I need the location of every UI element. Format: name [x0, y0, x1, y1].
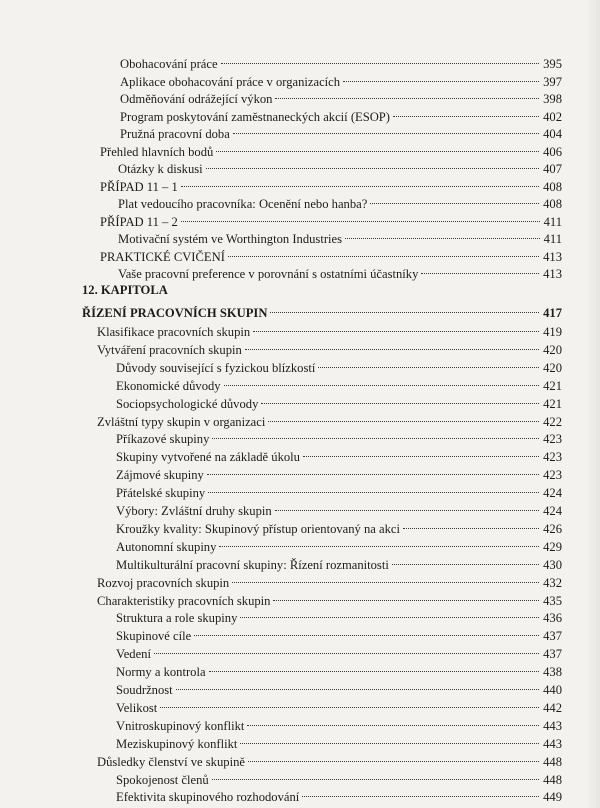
- dot-leader: [421, 256, 539, 274]
- toc-entry-title: Rozvoj pracovních skupin: [97, 575, 230, 590]
- toc-entry-title: Autonomní skupiny: [116, 539, 217, 554]
- toc-entry-page-number: 411: [543, 214, 562, 229]
- toc-entry-title: PŘÍPAD 11 – 1: [100, 179, 178, 194]
- toc-entry-title: Struktura a role skupiny: [116, 611, 238, 626]
- dot-leader: [247, 708, 539, 726]
- dot-leader: [268, 404, 539, 422]
- toc-entry-page-number: 448: [543, 754, 562, 769]
- toc-entry-page-number: 408: [543, 179, 562, 194]
- toc-entry-page-number: 424: [543, 504, 562, 518]
- toc-entry-title: Vaše pracovní preference v porovnání s ostatními účastníky: [118, 267, 419, 281]
- dot-leader: [343, 64, 539, 82]
- dot-leader: [160, 690, 539, 708]
- toc-entry-page-number: 449: [543, 790, 562, 805]
- toc-entry-title: Otázky k diskusi: [118, 162, 203, 176]
- chapter-page-number: 417: [543, 306, 562, 320]
- toc-entry-title: PRAKTICKÉ CVIČENÍ: [100, 249, 225, 264]
- toc-entry-page-number: 422: [543, 414, 562, 429]
- dot-leader: [221, 46, 540, 64]
- toc-entry-page-number: 423: [543, 432, 562, 447]
- toc-entry-title: Klasifikace pracovních skupin: [97, 325, 251, 339]
- toc-entry-page-number: 430: [543, 557, 562, 572]
- dot-leader: [240, 726, 539, 744]
- dot-leader: [181, 204, 540, 222]
- toc-entry-page-number: 423: [543, 450, 562, 465]
- toc-entry-page-number: 398: [543, 92, 562, 106]
- chapter-number-heading: 12. KAPITOLA: [82, 283, 168, 297]
- page-edge-shadow: [586, 0, 600, 808]
- dot-leader: [228, 239, 539, 257]
- toc-entry-page-number: 404: [543, 127, 562, 141]
- dot-leader: [270, 295, 539, 313]
- dot-leader: [253, 314, 539, 332]
- toc-entry-title: Vedení: [116, 647, 151, 662]
- toc-entry-page-number: 421: [543, 396, 562, 411]
- toc-entry-title: Důsledky členství ve skupině: [97, 754, 245, 769]
- dot-leader: [212, 762, 539, 780]
- dot-leader: [212, 421, 539, 439]
- toc-entry-page-number: 402: [543, 109, 562, 124]
- toc-entry-title: Plat vedoucího pracovníka: Ocenění nebo hanba?: [118, 197, 368, 211]
- toc-entry-title: Spokojenost členů: [116, 772, 209, 787]
- dot-leader: [403, 511, 539, 529]
- toc-entry-page-number: 448: [543, 772, 562, 787]
- dot-leader: [273, 583, 539, 601]
- dot-leader: [370, 186, 539, 204]
- toc-entry-page-number: 411: [543, 232, 562, 246]
- toc-entry-title: Důvody související s fyzickou blízkostí: [116, 360, 316, 375]
- dot-leader: [219, 529, 539, 547]
- toc-entry-page-number: 438: [543, 665, 562, 680]
- toc-entry-title: Zvláštní typy skupin v organizaci: [97, 414, 266, 429]
- toc-entry-page-number: 437: [543, 629, 562, 644]
- dot-leader: [240, 600, 539, 618]
- toc-entry-title: Aplikace obohacování práce v organizacích: [120, 74, 341, 89]
- toc-entry-page-number: 429: [543, 539, 562, 554]
- toc-entry-title: Obohacování práce: [120, 57, 218, 71]
- toc-entry-page-number: 421: [543, 378, 562, 393]
- toc-entry-page-number: 426: [543, 521, 562, 536]
- toc-entry-page-number: 395: [543, 57, 562, 71]
- toc-entry-title: Přátelské skupiny: [116, 486, 206, 501]
- dot-leader: [194, 618, 539, 636]
- toc-entry-title: Výbory: Zvláštní druhy skupin: [116, 504, 272, 518]
- dot-leader: [176, 672, 539, 690]
- toc-entry-page-number: 408: [543, 197, 562, 211]
- dot-leader: [224, 368, 540, 386]
- toc-entry-page-number: 424: [543, 486, 562, 501]
- dot-leader: [216, 134, 539, 152]
- dot-leader: [318, 350, 539, 368]
- toc-entry-title: Normy a kontrola: [116, 665, 206, 680]
- toc-entry-title: Motivační systém ve Worthington Industries: [118, 232, 343, 246]
- toc-entry-title: Soudržnost: [116, 683, 173, 697]
- toc-entry-title: Zájmové skupiny: [116, 468, 204, 483]
- dot-leader: [208, 475, 539, 493]
- dot-leader: [345, 221, 540, 239]
- chapter-title: ŘÍZENÍ PRACOVNÍCH SKUPIN: [82, 306, 268, 320]
- dot-leader: [392, 547, 539, 565]
- toc-entry-title: Ekonomické důvody: [116, 378, 221, 393]
- toc-entry-title: Program poskytování zaměstnaneckých akcií (ESOP): [120, 109, 390, 124]
- dot-leader: [261, 386, 539, 404]
- toc-entry-title: Vytváření pracovních skupin: [97, 342, 242, 357]
- dot-leader: [303, 439, 539, 457]
- toc-entry-title: Efektivita skupinového rozhodování: [116, 790, 300, 805]
- dot-leader: [207, 457, 539, 475]
- dot-leader: [275, 81, 539, 99]
- dot-leader: [181, 169, 539, 187]
- toc-entry-title: Charakteristiky pracovních skupin: [97, 593, 271, 608]
- toc-entry-title: Odměňování odrážející výkon: [120, 92, 273, 106]
- toc-entry-page-number: 442: [543, 700, 562, 715]
- dot-leader: [206, 151, 539, 169]
- toc-entry: [118, 260, 562, 281]
- dot-leader: [154, 636, 539, 654]
- dot-leader: [232, 565, 539, 583]
- toc-entry-page-number: 407: [543, 162, 562, 176]
- toc-entry-page-number: 406: [543, 144, 562, 159]
- toc-entry-page-number: 437: [543, 647, 562, 662]
- toc-entry-page-number: 440: [543, 683, 562, 697]
- toc-entry-title: Vnitroskupinový konflikt: [116, 718, 245, 733]
- toc-entry-title: Přehled hlavních bodů: [100, 144, 214, 159]
- dot-leader: [302, 779, 539, 797]
- toc-entry-title: Skupiny vytvořené na základě úkolu: [116, 450, 300, 465]
- toc-entry-title: Velikost: [116, 700, 158, 715]
- toc-entry-page-number: 443: [543, 718, 562, 733]
- dot-leader: [245, 332, 539, 350]
- toc-entry-title: Skupinové cíle: [116, 629, 192, 644]
- toc-entry-page-number: 397: [543, 74, 562, 89]
- toc-entry-page-number: 436: [543, 611, 562, 626]
- dot-leader: [248, 744, 539, 762]
- toc-entry-page-number: 413: [543, 249, 562, 264]
- dot-leader: [233, 116, 539, 134]
- toc-entry-page-number: 419: [543, 325, 562, 339]
- toc-entry-page-number: 420: [543, 342, 562, 357]
- toc-entry-page-number: 420: [543, 360, 562, 375]
- toc-entry: [116, 783, 562, 805]
- toc-entry-title: Pružná pracovní doba: [120, 127, 230, 141]
- toc-entry-page-number: 413: [543, 267, 562, 281]
- toc-entry-page-number: 435: [543, 593, 562, 608]
- toc-entry-title: Příkazové skupiny: [116, 432, 210, 447]
- dot-leader: [209, 654, 540, 672]
- toc-entry-title: Multikulturální pracovní skupiny: Řízení rozmanitosti: [116, 557, 389, 572]
- toc-entry-title: Meziskupinový konflikt: [116, 736, 238, 751]
- dot-leader: [275, 493, 539, 511]
- toc-entry-page-number: 432: [543, 575, 562, 590]
- toc-entry-title: PŘÍPAD 11 – 2: [100, 214, 178, 229]
- toc-entry-page-number: 443: [543, 736, 562, 751]
- toc-entry-page-number: 423: [543, 468, 562, 483]
- toc-entry-title: Kroužky kvality: Skupinový přístup orientovaný na akci: [116, 521, 401, 536]
- dot-leader: [393, 99, 539, 117]
- toc-entry-title: Sociopsychologické důvody: [116, 396, 259, 411]
